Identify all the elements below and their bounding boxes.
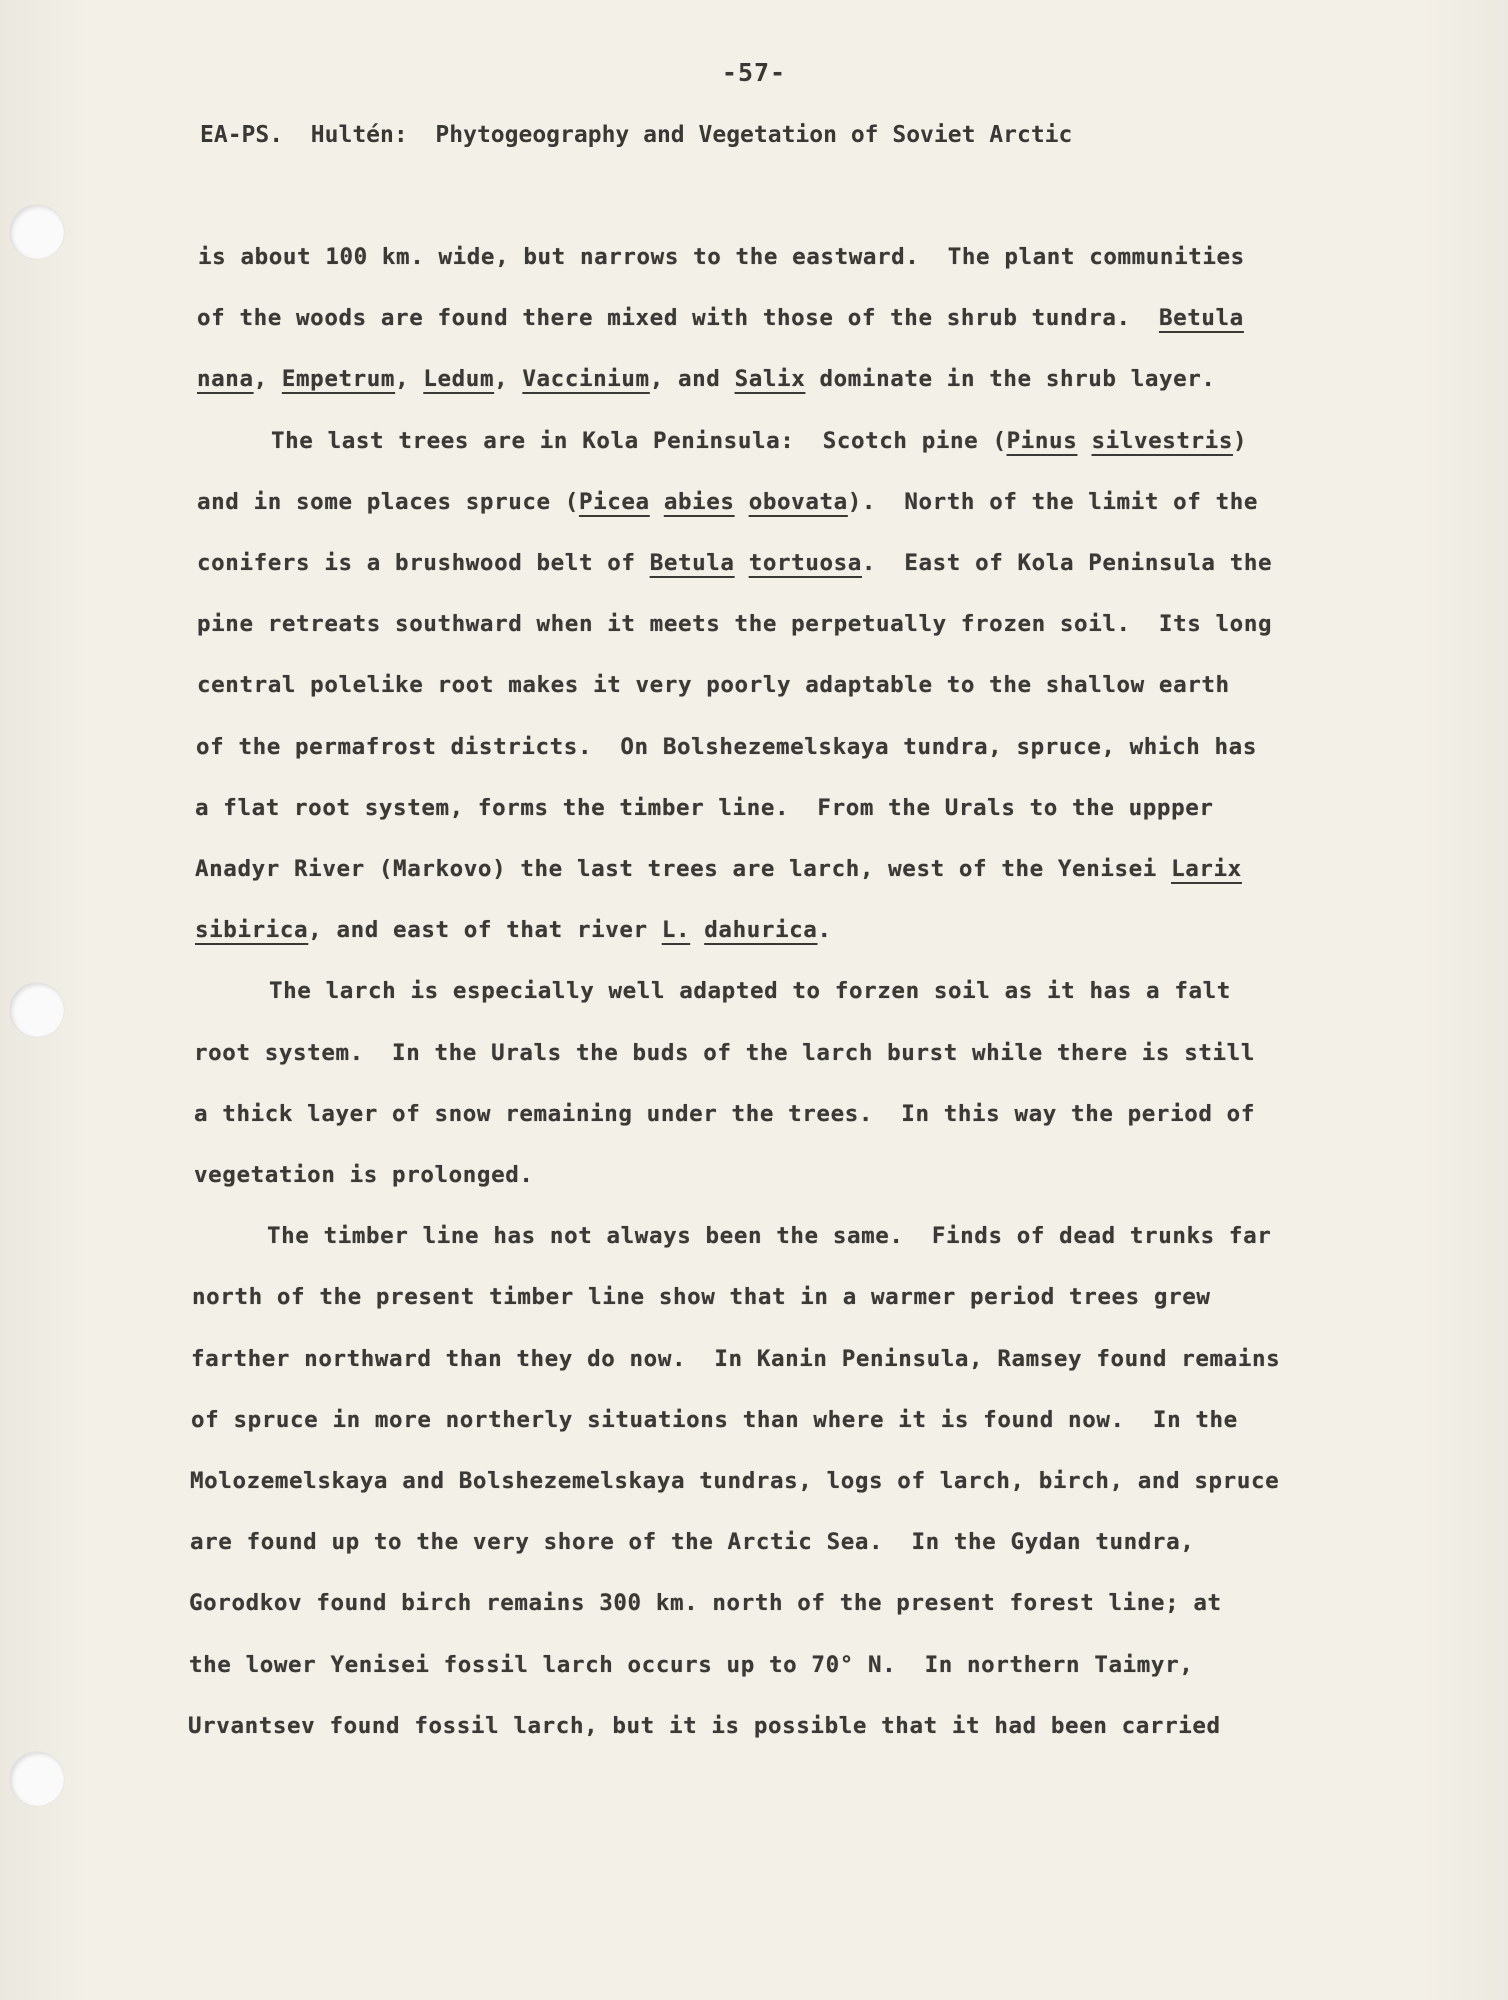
text-line [189, 1652, 1193, 1678]
text-line [190, 1529, 1194, 1555]
text-run: the lower Yenisei fossil larch occurs up to 70° N. In northern Taimyr, [189, 1652, 1194, 1678]
text-line [267, 1223, 1271, 1249]
text-run [1077, 428, 1091, 454]
text-line [198, 244, 1245, 270]
text-line [189, 1590, 1222, 1616]
text-line [194, 1101, 1255, 1127]
text-run [650, 489, 664, 515]
text-line [269, 978, 1231, 1004]
underlined-taxon: Betula [649, 550, 735, 576]
text-run: root system. In the Urals the buds of the larch burst while there is still [194, 1040, 1255, 1066]
text-run: , and east of that river [308, 917, 662, 943]
text-line [197, 489, 1258, 515]
underlined-taxon: nana [197, 366, 254, 392]
text-run: , [395, 366, 424, 392]
text-run: Anadyr River (Markovo) the last trees are larch, west of the Yenisei [195, 856, 1172, 882]
text-run: of the permafrost districts. On Bolshezemelskaya tundra, spruce, which has [196, 734, 1257, 760]
text-run: The timber line has not always been the same. Finds of dead trunks far [267, 1223, 1272, 1249]
text-run: is about 100 km. wide, but narrows to the eastward. The plant communities [198, 244, 1245, 270]
text-run: a thick layer of snow remaining under the trees. In this way the period of [194, 1101, 1255, 1127]
running-header: EA-PS. Hultén: Phytogeography and Vegetation of Soviet Arctic [200, 122, 1073, 148]
underlined-taxon: Pinus [1006, 428, 1078, 454]
underlined-taxon: Salix [734, 366, 806, 392]
text-run: central polelike root makes it very poorly adaptable to the shallow earth [197, 672, 1230, 698]
underlined-taxon: silvestris [1091, 428, 1233, 454]
underlined-taxon: tortuosa [748, 550, 862, 576]
underlined-taxon: Picea [578, 489, 650, 515]
text-line [190, 1468, 1279, 1494]
text-run: ). North of the limit of the [847, 489, 1259, 515]
text-run: a flat root system, forms the timber line. From the Urals to the uppper [195, 795, 1214, 821]
punch-hole [10, 205, 64, 259]
underlined-taxon: L. [661, 917, 691, 943]
text-run [735, 550, 749, 576]
underlined-taxon: sibirica [195, 917, 309, 943]
text-run: Molozemelskaya and Bolshezemelskaya tundras, logs of larch, birch, and spruce [190, 1468, 1280, 1494]
text-run: of spruce in more northerly situations than where it is found now. In the [191, 1407, 1238, 1433]
text-run: Gorodkov found birch remains 300 km. north of the present forest line; at [189, 1590, 1222, 1616]
text-run: of the woods are found there mixed with those of the shrub tundra. [197, 305, 1159, 331]
text-run: , and [649, 366, 735, 392]
underlined-taxon: Betula [1158, 305, 1244, 331]
text-line [197, 305, 1244, 331]
text-line [271, 428, 1247, 454]
punch-hole [10, 1752, 64, 1806]
text-line [191, 1407, 1238, 1433]
text-run: ) [1232, 428, 1248, 454]
text-run: pine retreats southward when it meets the perpetually frozen soil. Its long [197, 611, 1273, 637]
text-run: vegetation is prolonged. [194, 1162, 534, 1188]
text-run: and in some places spruce ( [197, 489, 579, 515]
underlined-taxon: dahurica [704, 917, 818, 943]
underlined-taxon: Empetrum [281, 366, 396, 392]
text-run [690, 917, 704, 943]
underlined-taxon: Ledum [423, 366, 495, 392]
text-line [197, 366, 1216, 392]
text-run: The last trees are in Kola Peninsula: Scotch pine ( [271, 428, 1007, 454]
underlined-taxon: Vaccinium [522, 366, 650, 392]
text-run: conifers is a brushwood belt of [197, 550, 650, 576]
page-number: -57- [721, 58, 787, 87]
text-line [194, 1040, 1255, 1066]
text-line [191, 1346, 1280, 1372]
text-run [735, 489, 749, 515]
text-line [196, 734, 1257, 760]
text-run: north of the present timber line show that in a warmer period trees grew [192, 1284, 1211, 1310]
text-run: The larch is especially well adapted to forzen soil as it has a falt [269, 978, 1231, 1004]
text-line [192, 1284, 1211, 1310]
text-run: are found up to the very shore of the Arctic Sea. In the Gydan tundra, [190, 1529, 1195, 1555]
text-run: Urvantsev found fossil larch, but it is possible that it had been carried [188, 1713, 1221, 1739]
text-run: dominate in the shrub layer. [805, 366, 1216, 392]
text-run: . East of Kola Peninsula the [861, 550, 1273, 576]
text-line [195, 856, 1242, 882]
underlined-taxon: Larix [1171, 856, 1242, 882]
text-run: . [817, 917, 832, 943]
punch-hole [10, 983, 64, 1037]
underlined-taxon: obovata [748, 489, 848, 515]
text-line [194, 1162, 534, 1188]
text-run: , [253, 366, 282, 392]
text-line [195, 917, 832, 943]
text-line [197, 550, 1272, 576]
text-line [188, 1713, 1221, 1739]
text-line [197, 611, 1272, 637]
text-run: , [494, 366, 523, 392]
text-line [195, 795, 1214, 821]
text-run: farther northward than they do now. In Kanin Peninsula, Ramsey found remains [191, 1346, 1281, 1372]
text-line [197, 672, 1230, 698]
underlined-taxon: abies [663, 489, 735, 515]
